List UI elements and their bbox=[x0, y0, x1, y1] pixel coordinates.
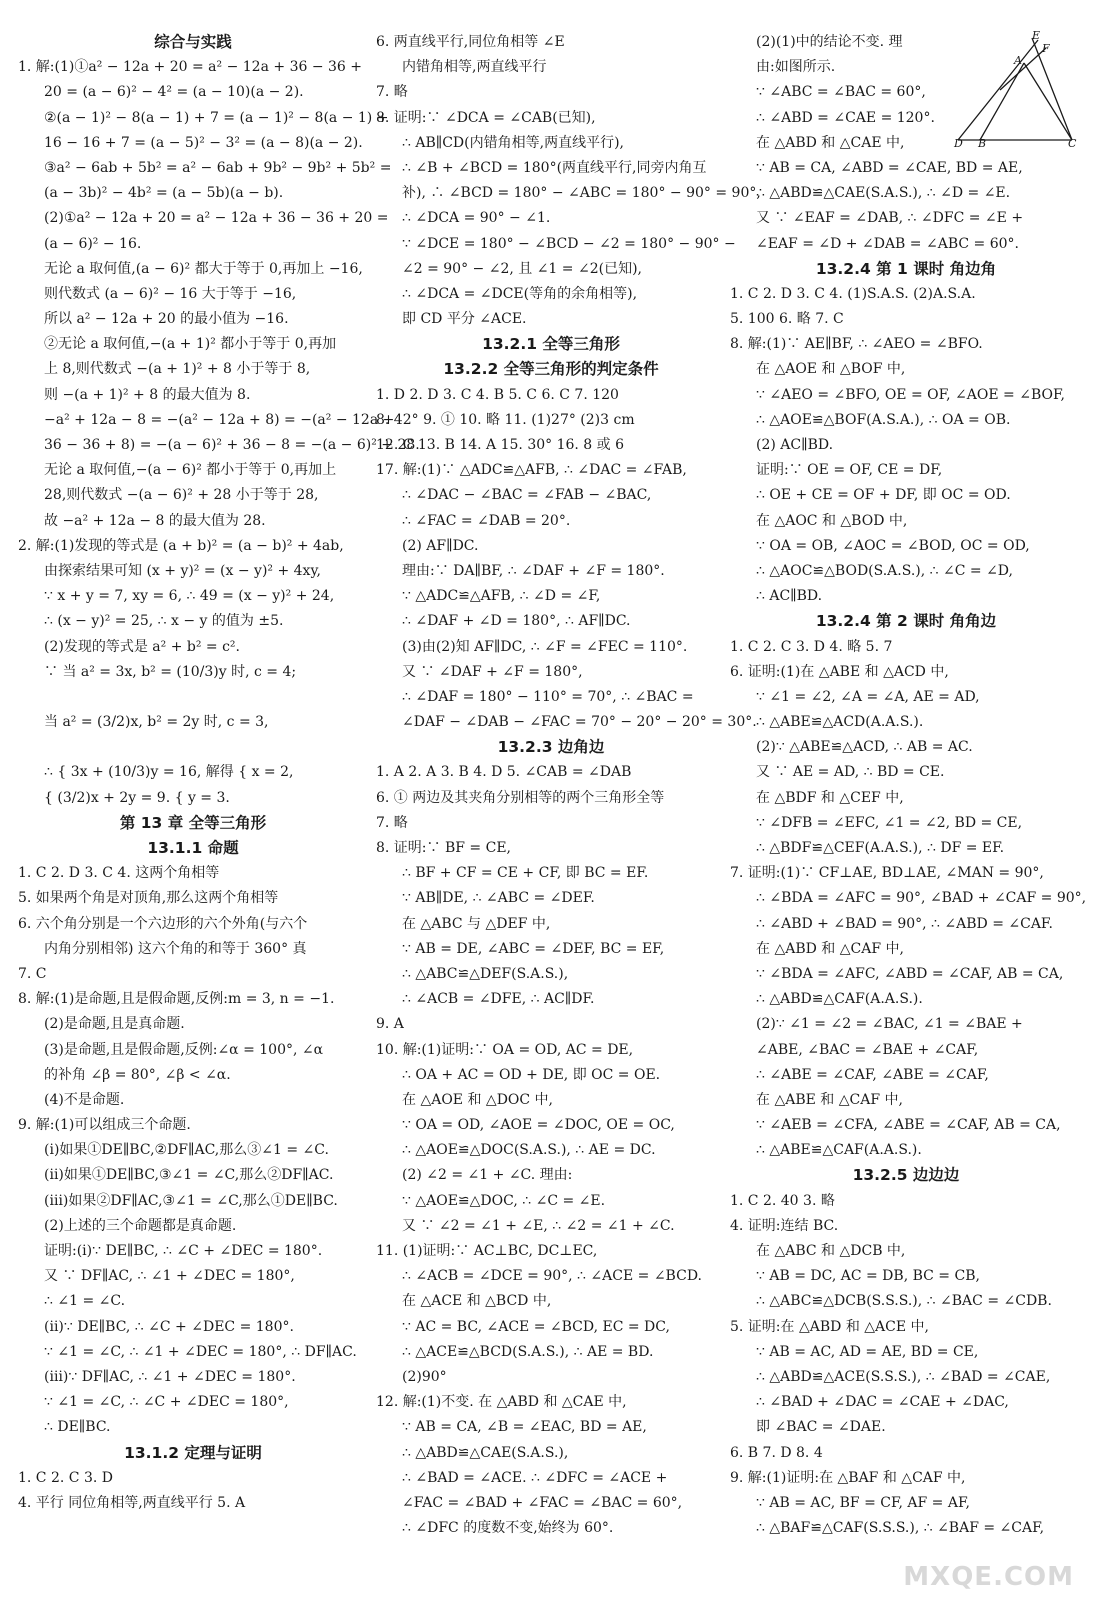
text-line: ∴ △ABD≌△CAE(S.A.S.), ∴ ∠D = ∠E. bbox=[756, 185, 1011, 202]
text-line: 又 ∵ AE = AD, ∴ BD = CE. bbox=[756, 764, 945, 781]
text-line: (a − 3b)² − 4b² = (a − 5b)(a − b). bbox=[44, 185, 284, 202]
text-line: (2)①a² − 12a + 20 = a² − 12a + 36 − 36 + 20 = bbox=[44, 210, 389, 227]
text-line: ∴ △ABE≌△CAF(A.A.S.). bbox=[756, 1142, 922, 1159]
text-line: ∵ ∠AEO = ∠BFO, OE = OF, ∠AOE = ∠BOF, bbox=[756, 386, 1065, 403]
text-line: 所以 a² − 12a + 20 的最小值为 −16. bbox=[44, 311, 289, 328]
text-line: (2)∵ ∠1 = ∠2 = ∠BAC, ∠1 = ∠BAE + bbox=[756, 1016, 1023, 1033]
text-line: ∵ AC = BC, ∠ACE = ∠BCD, EC = DC, bbox=[402, 1318, 670, 1335]
text-line: 16 − 16 + 7 = (a − 5)² − 3² = (a − 8)(a − 2). bbox=[44, 134, 363, 151]
text-line: ∵ AB = AC, BF = CF, AF = AF, bbox=[756, 1494, 970, 1511]
text-line: ∴ ∠DCA = ∠DCE(等角的余角相等), bbox=[402, 285, 638, 302]
text-line: 无论 a 取何值,(a − 6)² 都大于等于 0,再加上 −16, bbox=[44, 260, 363, 277]
text-line: (a − 6)² − 16. bbox=[44, 235, 142, 252]
text-line: ∵ AB = DE, ∠ABC = ∠DEF, BC = EF, bbox=[402, 940, 665, 957]
text-line: ∵ 当 a² = 3x, b² = (10/3)y 时, c = 4; bbox=[44, 663, 297, 680]
text-line: 1. 解:(1)①a² − 12a + 20 = a² − 12a + 36 − 36 + bbox=[18, 59, 363, 76]
text-line: 即 ∠BAC = ∠DAE. bbox=[756, 1419, 886, 1436]
text-line: 又 ∵ ∠2 = ∠1 + ∠E, ∴ ∠2 = ∠1 + ∠C. bbox=[402, 1217, 675, 1234]
text-line: 8. 解:(1)∵ AE∥BF, ∴ ∠AEO = ∠BFO. bbox=[730, 336, 983, 353]
text-line: ∴ ∠ACB = ∠DCE = 90°, ∴ ∠ACE = ∠BCD. bbox=[402, 1268, 702, 1285]
text-line: 则 −(a + 1)² + 8 的最大值为 8. bbox=[44, 386, 251, 403]
text-line: 5. 100 6. 略 7. C bbox=[730, 311, 844, 328]
text-line: 10. 解:(1)证明:∵ OA = OD, AC = DE, bbox=[376, 1041, 634, 1058]
text-line: ∵ ∠BDA = ∠AFC, ∠ABD = ∠CAF, AB = CA, bbox=[756, 965, 1064, 982]
text-line: ∴ △AOE≌△DOC(S.A.S.), ∴ AE = DC. bbox=[402, 1142, 656, 1159]
text-line: 又 ∵ ∠EAF = ∠DAB, ∴ ∠DFC = ∠E + bbox=[756, 210, 1024, 227]
text-line: (3)由(2)知 AF∥DC, ∴ ∠F = ∠FEC = 110°. bbox=[402, 638, 688, 655]
text-line: ∴ △ABC≌△DCB(S.S.S.), ∴ ∠BAC = ∠CDB. bbox=[756, 1293, 1052, 1310]
text-line: 8. 42° 9. ① 10. 略 11. (1)27° (2)3 cm bbox=[376, 411, 635, 428]
text-line: ∴ ∠FAC = ∠DAB = 20°. bbox=[402, 512, 571, 529]
text-line: 即 CD 平分 ∠ACE. bbox=[402, 311, 527, 328]
text-line: 在 △ACE 和 △BCD 中, bbox=[402, 1293, 552, 1310]
text-line: ∠EAF = ∠D + ∠DAB = ∠ABC = 60°. bbox=[756, 235, 1019, 252]
segment-ac bbox=[1024, 63, 1072, 140]
section-heading: 综合与实践 bbox=[154, 33, 232, 51]
text-line: ∴ ∠ABD = ∠CAE = 120°. bbox=[756, 109, 935, 126]
text-line: 2. 解:(1)发现的等式是 (a + b)² = (a − b)² + 4ab, bbox=[18, 537, 344, 554]
section-heading: 13.1.2 定理与证明 bbox=[124, 1443, 262, 1462]
text-line bbox=[18, 685, 368, 710]
text-line: ∴ ∠BAD = ∠ACE. ∴ ∠DFC = ∠ACE + bbox=[402, 1469, 668, 1486]
text-line: ∴ △ABE≌△ACD(A.A.S.). bbox=[756, 714, 924, 731]
answer-column-right bbox=[730, 30, 1087, 1541]
text-line: 6. 证明:(1)在 △ABE 和 △ACD 中, bbox=[730, 663, 949, 680]
text-line: 6. ① 两边及其夹角分别相等的两个三角形全等 bbox=[376, 789, 665, 806]
text-line: ②无论 a 取何值,−(a + 1)² 都小于等于 0,再加 bbox=[44, 336, 337, 353]
text-line: 8. 证明:∵ ∠DCA = ∠CAB(已知), bbox=[376, 109, 596, 126]
text-line: 则代数式 (a − 6)² − 16 大于等于 −16, bbox=[44, 285, 297, 302]
text-line: 又 ∵ DF∥AC, ∴ ∠1 + ∠DEC = 180°, bbox=[44, 1268, 295, 1285]
watermark: MXQE.COM bbox=[903, 1562, 1074, 1592]
text-line: ∵ ∠1 = ∠C, ∴ ∠1 + ∠DEC = 180°, ∴ DF∥AC. bbox=[44, 1343, 357, 1360]
text-line: 故 −a² + 12a − 8 的最大值为 28. bbox=[44, 512, 266, 529]
label-d: D bbox=[954, 137, 963, 150]
text-line: 5. 如果两个角是对顶角,那么这两个角相等 bbox=[18, 890, 279, 907]
text-line: (2)∵ △ABE≌△ACD, ∴ AB = AC. bbox=[756, 739, 973, 756]
text-line: 12. C 13. B 14. A 15. 30° 16. 8 或 6 bbox=[376, 437, 625, 453]
text-line: ∴ DE∥BC. bbox=[44, 1419, 111, 1436]
text-line: ∵ AB∥DE, ∴ ∠ABC = ∠DEF. bbox=[402, 890, 595, 907]
text-line: 的补角 ∠β = 80°, ∠β < ∠α. bbox=[44, 1066, 231, 1083]
text-line: ∴ BF + CF = CE + CF, 即 BC = EF. bbox=[402, 865, 649, 882]
text-line: 1. C 2. C 3. D 4. 略 5. 7 bbox=[730, 638, 893, 655]
text-line: 6. 六个角分别是一个六边形的六个外角(与六个 bbox=[18, 915, 308, 932]
section-heading: 13.2.1 全等三角形 bbox=[482, 335, 620, 354]
segment-af bbox=[1000, 48, 1046, 90]
text-line: ∴ △BDF≌△CEF(A.A.S.), ∴ DF = EF. bbox=[756, 840, 1005, 856]
text-line: (2) AF∥DC. bbox=[402, 537, 479, 554]
text-line: 又 ∵ ∠DAF + ∠F = 180°, bbox=[402, 663, 583, 680]
text-line: ∴ ∠DCA = 90° − ∠1. bbox=[402, 210, 551, 227]
text-line: ∴ ∠ABE = ∠CAF, ∠ABE = ∠CAF, bbox=[756, 1066, 989, 1083]
text-line: 1. C 2. 40 3. 略 bbox=[730, 1192, 835, 1209]
text-line: (ⅲ)如果②DF∥AC,③∠1 = ∠C,那么①DE∥BC. bbox=[44, 1192, 338, 1209]
text-line: 内角分别相邻) 这六个角的和等于 360° 真 bbox=[44, 940, 307, 957]
section-heading: 13.1.1 命题 bbox=[147, 839, 239, 857]
text-line: 12. 解:(1)不变. 在 △ABD 和 △CAE 中, bbox=[376, 1394, 627, 1411]
text-line: ②(a − 1)² − 8(a − 1) + 7 = (a − 1)² − 8(a − 1) + bbox=[44, 109, 389, 126]
text-line: ∴ △BAF≌△CAF(S.S.S.), ∴ ∠BAF = ∠CAF, bbox=[756, 1520, 1045, 1537]
text-line: ∵ ∠1 = ∠C, ∴ ∠C + ∠DEC = 180°, bbox=[44, 1394, 289, 1411]
text-line: 补), ∴ ∠BCD = 180° − ∠ABC = 180° − 90° = 90°, bbox=[402, 185, 761, 202]
text-line: 在 △ABD 和 △CAF 中, bbox=[756, 940, 904, 957]
text-line: 28,则代数式 −(a − 6)² + 28 小于等于 28, bbox=[44, 487, 319, 504]
text-line: 证明:(ⅰ)∵ DE∥BC, ∴ ∠C + ∠DEC = 180°. bbox=[44, 1243, 323, 1259]
text-line: 1. D 2. D 3. C 4. B 5. C 6. C 7. 120 bbox=[376, 386, 619, 403]
label-c: C bbox=[1068, 137, 1077, 150]
text-line: (ⅰ)如果①DE∥BC,②DF∥AC,那么③∠1 = ∠C. bbox=[44, 1142, 329, 1159]
text-line: ∵ OA = OB, ∠AOC = ∠BOD, OC = OD, bbox=[756, 537, 1030, 554]
text-line: ∵ ∠ABC = ∠BAC = 60°, bbox=[756, 84, 926, 101]
text-line: (2)是命题,且是真命题. bbox=[44, 1016, 185, 1033]
text-line: 由:如图所示. bbox=[756, 59, 836, 76]
text-line: ∵ AB = DC, AC = DB, BC = CB, bbox=[756, 1268, 980, 1285]
text-line: 由探索结果可知 (x + y)² = (x − y)² + 4xy, bbox=[44, 562, 321, 579]
text-line: ∴ ∠DAC − ∠BAC = ∠FAB − ∠BAC, bbox=[402, 487, 652, 504]
text-line: ∴ AC∥BD. bbox=[756, 588, 823, 605]
text-line: ∵ x + y = 7, xy = 6, ∴ 49 = (x − y)² + 24, bbox=[44, 588, 335, 605]
text-line: 当 a² = (3/2)x, b² = 2y 时, c = 3, bbox=[44, 714, 269, 731]
text-line: ∴ ∠B + ∠BCD = 180°(两直线平行,同旁内角互 bbox=[402, 159, 707, 176]
text-line: 1. C 2. D 3. C 4. 这两个角相等 bbox=[18, 865, 220, 882]
text-line: 7. 证明:(1)∵ CF⊥AE, BD⊥AE, ∠MAN = 90°, bbox=[730, 865, 1044, 882]
text-line: 4. 证明:连结 BC. bbox=[730, 1217, 839, 1234]
label-a: A bbox=[1014, 54, 1022, 67]
text-line: (2)(1)中的结论不变. 理 bbox=[756, 34, 903, 50]
text-line: ∴ { 3x + (10/3)y = 16, 解得 { x = 2, bbox=[44, 764, 294, 781]
text-line: (3)是命题,且是假命题,反例:∠α = 100°, ∠α bbox=[44, 1041, 324, 1058]
text-line: (2)上述的三个命题都是真命题. bbox=[44, 1217, 237, 1234]
text-line: (ⅱ)∵ DE∥BC, ∴ ∠C + ∠DEC = 180°. bbox=[44, 1318, 294, 1335]
section-heading: 13.2.4 第 2 课时 角角边 bbox=[815, 612, 997, 631]
text-line: ∵ AB = CA, ∠ABD = ∠CAE, BD = AE, bbox=[756, 159, 1023, 176]
text-line: 理由:∵ DA∥BF, ∴ ∠DAF + ∠F = 180°. bbox=[402, 562, 665, 579]
text-line: (ⅱ)如果①DE∥BC,③∠1 = ∠C,那么②DF∥AC. bbox=[44, 1167, 334, 1184]
text-line: ∠DAF − ∠DAB − ∠FAC = 70° − 20° − 20° = 30°. bbox=[402, 714, 757, 731]
text-line: ∴ ∠ACB = ∠DFE, ∴ AC∥DF. bbox=[402, 991, 595, 1008]
text-line: ∴ ∠DAF = 180° − 110° = 70°, ∴ ∠BAC = bbox=[402, 688, 694, 705]
segment-ce bbox=[1032, 38, 1072, 140]
text-line: 证明:∵ OE = OF, CE = DF, bbox=[756, 462, 943, 479]
text-line: 36 − 36 + 8) = −(a − 6)² + 36 − 8 = −(a − 6)² + 28. bbox=[44, 437, 420, 453]
text-line: (2)90° bbox=[402, 1368, 447, 1385]
text-line: 7. 略 bbox=[376, 814, 408, 831]
text-line: 8. 证明:∵ BF = CE, bbox=[376, 840, 511, 856]
text-line: ∵ AB = AC, AD = AE, BD = CE, bbox=[756, 1343, 979, 1360]
triangle-figure bbox=[952, 30, 1078, 148]
text-line: 在 △AOC 和 △BOD 中, bbox=[756, 512, 908, 529]
text-line: ∠2 = 90° − ∠2, 且 ∠1 = ∠2(已知), bbox=[402, 260, 642, 277]
section-heading: 13.2.5 边边边 bbox=[852, 1166, 960, 1185]
text-line: 上 8,则代数式 −(a + 1)² + 8 小于等于 8, bbox=[44, 361, 311, 378]
text-line: 4. 平行 同位角相等,两直线平行 5. A bbox=[18, 1494, 246, 1511]
text-line: ∴ △AOC≌△BOD(S.A.S.), ∴ ∠C = ∠D, bbox=[756, 562, 1013, 579]
text-line: ∴ ∠DAF + ∠D = 180°, ∴ AF∥DC. bbox=[402, 613, 631, 630]
label-b: B bbox=[978, 137, 987, 150]
text-line: ∴ ∠1 = ∠C. bbox=[44, 1293, 126, 1310]
text-line: (ⅲ)∵ DF∥AC, ∴ ∠1 + ∠DEC = 180°. bbox=[44, 1368, 296, 1385]
text-line: ∴ ∠BDA = ∠AFC = 90°, ∠BAD + ∠CAF = 90°, bbox=[756, 890, 1087, 907]
text-line: ∵ △AOE≌△DOC, ∴ ∠C = ∠E. bbox=[402, 1192, 606, 1209]
text-line: 1. A 2. A 3. B 4. D 5. ∠CAB = ∠DAB bbox=[376, 764, 632, 781]
text-line: ∴ △ABD≌△CAF(A.A.S.). bbox=[756, 991, 923, 1008]
text-line: ③a² − 6ab + 5b² = a² − 6ab + 9b² − 9b² + 5b² = bbox=[44, 159, 392, 176]
text-line: ∵ ∠AEB = ∠CFA, ∠ABE = ∠CAF, AB = CA, bbox=[756, 1117, 1061, 1134]
text-line: ∵ ∠1 = ∠2, ∠A = ∠A, AE = AD, bbox=[756, 688, 980, 705]
text-line: 1. C 2. C 3. D bbox=[18, 1469, 113, 1486]
text-line: 在 △ABC 与 △DEF 中, bbox=[402, 915, 551, 932]
text-line: −a² + 12a − 8 = −(a² − 12a + 8) = −(a² − 12a + bbox=[44, 411, 395, 428]
answer-column-middle bbox=[376, 30, 761, 1541]
text-line: { (3/2)x + 2y = 9. { y = 3. bbox=[44, 789, 230, 806]
text-line: 20 = (a − 6)² − 4² = (a − 10)(a − 2). bbox=[44, 84, 304, 101]
text-line: 内错角相等,两直线平行 bbox=[402, 59, 547, 76]
segment-de bbox=[958, 40, 1038, 140]
text-line: ∴ (x − y)² = 25, ∴ x − y 的值为 ±5. bbox=[44, 613, 284, 630]
text-line: (2) ∠2 = ∠1 + ∠C. 理由: bbox=[402, 1167, 573, 1184]
label-e: E bbox=[1032, 29, 1041, 42]
text-line: 5. 证明:在 △ABD 和 △ACE 中, bbox=[730, 1318, 929, 1335]
text-line: ∵ OA = OD, ∠AOE = ∠DOC, OE = OC, bbox=[402, 1117, 675, 1134]
text-line: (4)不是命题. bbox=[44, 1091, 125, 1108]
text-line: 9. 解:(1)可以组成三个命题. bbox=[18, 1117, 191, 1134]
text-line: 1. C 2. D 3. C 4. (1)S.A.S. (2)A.S.A. bbox=[730, 285, 976, 302]
text-line: 9. A bbox=[376, 1016, 404, 1033]
text-line: ∠ABE, ∠BAC = ∠BAE + ∠CAF, bbox=[756, 1041, 979, 1058]
text-line: 在 △ABD 和 △CAE 中, bbox=[756, 134, 905, 151]
label-f: F bbox=[1042, 42, 1050, 55]
section-heading: 13.2.4 第 1 课时 角边角 bbox=[815, 259, 997, 278]
text-line: ∵ ∠DCE = 180° − ∠BCD − ∠2 = 180° − 90° − bbox=[402, 235, 736, 252]
text-line: ∴ OA + AC = OD + DE, 即 OC = OE. bbox=[402, 1066, 661, 1083]
text-line: 在 △ABE 和 △CAF 中, bbox=[756, 1091, 903, 1108]
text-line: (2) AC∥BD. bbox=[756, 437, 834, 453]
text-line: 在 △AOE 和 △DOC 中, bbox=[402, 1091, 554, 1108]
text-line bbox=[18, 735, 368, 760]
text-line: 9. 解:(1)证明:在 △BAF 和 △CAF 中, bbox=[730, 1469, 966, 1486]
text-line: ∴ △AOE≌△BOF(A.S.A.), ∴ OA = OB. bbox=[756, 411, 1011, 428]
text-line: 7. C bbox=[18, 965, 47, 982]
text-line: ∴ ∠ABD + ∠BAD = 90°, ∴ ∠ABD = ∠CAF. bbox=[756, 915, 1053, 932]
text-line: 11. (1)证明:∵ AC⊥BC, DC⊥EC, bbox=[376, 1243, 598, 1259]
text-line: 6. 两直线平行,同位角相等 ∠E bbox=[376, 34, 565, 50]
text-line: 在 △AOE 和 △BOF 中, bbox=[756, 361, 906, 378]
text-line: ∠FAC = ∠BAD + ∠FAC = ∠BAC = 60°, bbox=[402, 1494, 683, 1511]
text-line: 17. 解:(1)∵ △ADC≌△AFB, ∴ ∠DAC = ∠FAB, bbox=[376, 462, 687, 479]
section-heading: 13.2.3 边角边 bbox=[497, 738, 605, 757]
text-line: (2)发现的等式是 a² + b² = c². bbox=[44, 638, 240, 655]
text-line: 无论 a 取何值,−(a − 6)² 都小于等于 0,再加上 bbox=[44, 462, 337, 479]
text-line: ∴ △ACE≌△BCD(S.A.S.), ∴ AE = BD. bbox=[402, 1343, 654, 1360]
text-line: ∵ AB = CA, ∠B = ∠EAC, BD = AE, bbox=[402, 1419, 647, 1436]
text-line: 7. 略 bbox=[376, 84, 408, 101]
text-line: 在 △BDF 和 △CEF 中, bbox=[756, 789, 904, 806]
text-line: 8. 解:(1)是命题,且是假命题,反例:m = 3, n = −1. bbox=[18, 991, 335, 1008]
section-heading: 第 13 章 全等三角形 bbox=[119, 813, 267, 832]
text-line: 在 △ABC 和 △DCB 中, bbox=[756, 1243, 906, 1259]
text-line: ∴ △ABD≌△ACE(S.S.S.), ∴ ∠BAD = ∠CAE, bbox=[756, 1368, 1051, 1385]
text-line: ∴ ∠DFC 的度数不变,始终为 60°. bbox=[402, 1520, 614, 1537]
section-heading: 13.2.2 全等三角形的判定条件 bbox=[443, 360, 659, 379]
text-line: ∴ △ABD≌△CAE(S.A.S.), bbox=[402, 1444, 569, 1461]
text-line: ∴ OE + CE = OF + DF, 即 OC = OD. bbox=[756, 487, 1011, 504]
text-line: ∴ ∠BAD + ∠DAC = ∠CAE + ∠DAC, bbox=[756, 1394, 1009, 1411]
text-line: ∴ AB∥CD(内错角相等,两直线平行), bbox=[402, 134, 624, 151]
text-line: ∵ ∠DFB = ∠EFC, ∠1 = ∠2, BD = CE, bbox=[756, 814, 1023, 831]
text-line: ∵ △ADC≌△AFB, ∴ ∠D = ∠F, bbox=[402, 588, 601, 605]
text-line: 6. B 7. D 8. 4 bbox=[730, 1444, 823, 1461]
text-line: ∴ △ABC≌△DEF(S.A.S.), bbox=[402, 965, 569, 982]
